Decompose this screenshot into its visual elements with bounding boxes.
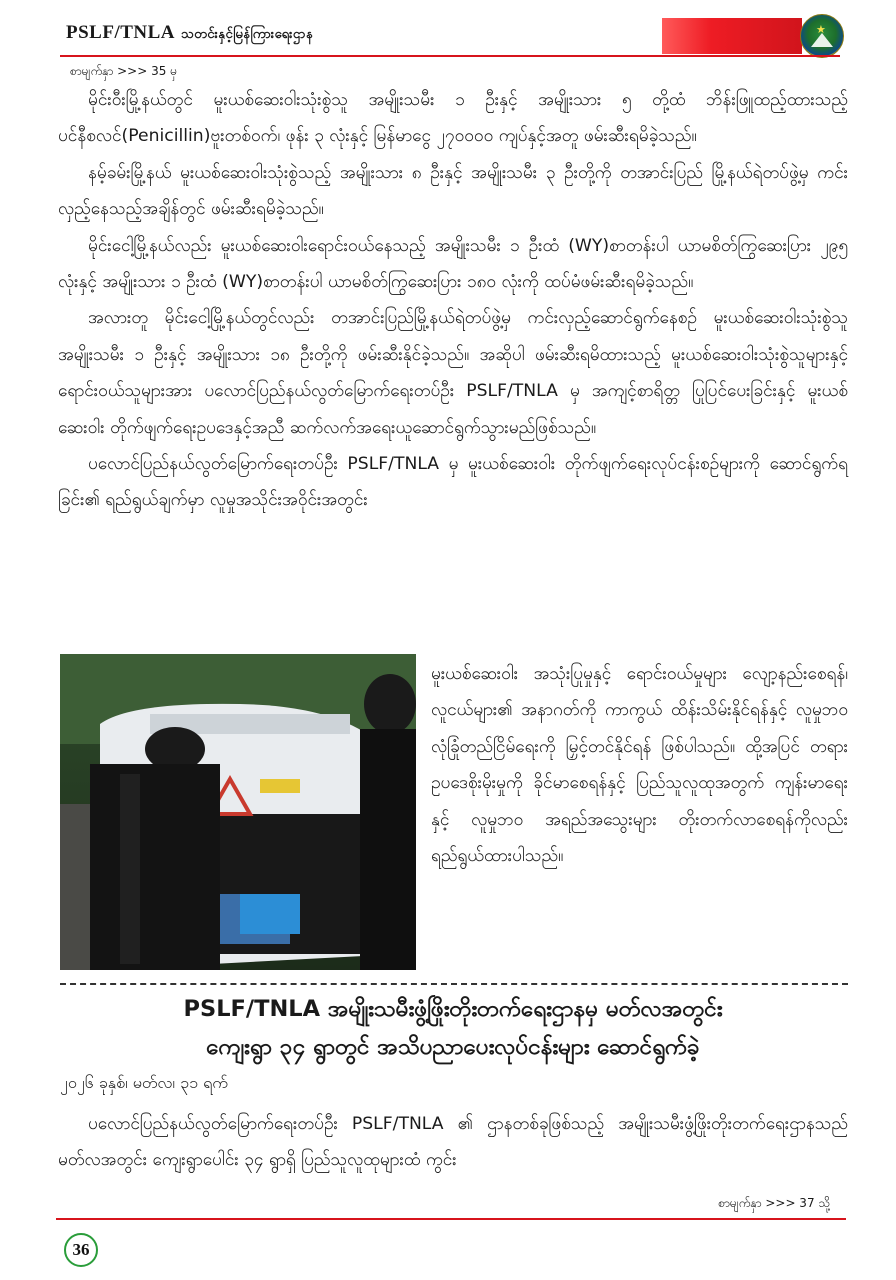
car-trunk-inspection-photo <box>60 654 416 970</box>
header-title <box>66 22 313 45</box>
page-header <box>0 0 896 62</box>
continued-to-note: စာမျက်နှာ >>> 37 သို့ <box>718 1196 830 1210</box>
department-name: သတင်းနှင့်မြန်ကြားရေးဌာန <box>181 27 314 42</box>
paragraph: မိုင်းဝီးမြို့နယ်တွင် မူးယစ်ဆေးဝါးသုံးစွဲသူ အမျိုးသမီး ၁ ဦးနှင့် အမျိုးသား ၅ တို့ထံ ဘိန်းဖြူထည့်ထားသည့် ပင်နီစလင်(Penicillin)ဗူးတစ်ဝက်၊ ဖုန်း ၃ လုံးနှင့် မြန်မာငွေ ၂၇၀၀၀၀ ကျပ်နှင့်အတူ ဖမ်းဆီးရမိခဲ့သည်။ <box>58 90 848 147</box>
publication-name: PSLF/TNLA <box>66 22 176 43</box>
article-body-2: ပလောင်ပြည်နယ်လွတ်မြောက်ရေးတပ်ဦး PSLF/TNLA ၏ ဌာနတစ်ခုဖြစ်သည့် အမျိုးသမီးဖွံ့ဖြိုးတိုးတက်ရေးဌာနသည် မတ်လအတွင်း ကျေးရွာပေါင်း ၃၄ ရွာရှိ ပြည်သူလူထုများထံ ကွင်း <box>58 1114 848 1171</box>
side-paragraph: မူးယစ်ဆေးဝါး အသုံးပြုမှုနှင့် ရောင်းဝယ်မှုများ လျော့နည်းစေရန်၊ လူငယ်များ၏ အနာဂတ်ကို ကာကွယ် ထိန်းသိမ်းနိုင်ရန်နှင့် လူမှုဘဝ လုံခြုံတည်ငြိမ်ရေးကို မြှင့်တင်နိုင်ရန် ဖြစ်ပါသည်။ ထို့အပြင် တရားဥပဒေစိုးမိုးမှုကို ခိုင်မာစေရန်နှင့် ပြည်သူလူထုအတွက် ကျန်းမာရေးနှင့် လူမှုဘဝ အရည်အသွေးများ တိုးတက်လာစေရန်ကိုလည်း ရည်ရွယ်ထားပါသည်။ <box>431 664 848 867</box>
header-divider <box>60 55 840 57</box>
page-number-badge: 36 <box>64 1233 98 1267</box>
section-divider <box>60 983 848 985</box>
mountain-icon <box>811 33 833 47</box>
paragraph: မိုင်းငေါ့မြို့နယ်လည်း မူးယစ်ဆေးဝါးရောင်းဝယ်နေသည့် အမျိုးသမီး ၁ ဦးထံ (WY)စာတန်းပါ ယာမစိတ်ကြွဆေးပြား ၂၉၅ လုံးနှင့် အမျိုးသား ၁ ဦးထံ (WY)စာတန်းပါ ယာမစိတ်ကြွဆေးပြား ၁၈၀ လုံးကို ထပ်မံဖမ်းဆီးရမိခဲ့သည်။ <box>58 235 848 293</box>
paragraph: အလားတူ မိုင်းငေါ့မြို့နယ်တွင်လည်း တအာင်းပြည်မြို့နယ်ရဲတပ်ဖွဲ့မှ ကင်းလှည့်ဆောင်ရွက်နေစဉ် မူးယစ်ဆေးဝါးသုံးစွဲသူ အမျိုးသမီး ၁ ဦးနှင့် အမျိုးသား ၁၈ ဦးတို့ကို ဖမ်းဆီးနိုင်ခဲ့သည်။ အဆိုပါ ဖမ်းဆီးရမိထားသည့် မူးယစ်ဆေးဝါးသုံးစွဲသူများနှင့် ရောင်းဝယ်သူများအား ပလောင်ပြည်နယ်လွတ်မြောက်ရေးတပ်ဦး PSLF/TNLA မှ အကျင့်စာရိတ္တ ပြုပြင်ပေးခြင်းနှင့် မူးယစ်ဆေးဝါး တိုက်ဖျက်ရေးဥပဒေနှင့်အညီ ဆက်လက်အရေးယူဆောင်ရွက်သွားမည်ဖြစ်သည်။ <box>58 308 848 438</box>
article-photo <box>60 654 416 970</box>
star-icon: ★ <box>816 23 826 36</box>
article-body <box>58 82 848 519</box>
continued-from-note: စာမျက်နှာ >>> 35 မှ <box>70 64 178 78</box>
article-dateline: ၂၀၂၆ ခုနှစ်၊ မတ်လ၊ ၃၁ ရက် <box>60 1073 228 1092</box>
headline-line-1: PSLF/TNLA အမျိုးသမီးဖွံ့ဖြိုးတိုးတက်ရေးဌာနမှ မတ်လအတွင်း <box>183 996 723 1022</box>
paragraph: နမ့်ခမ်းမြို့နယ် မူးယစ်ဆေးဝါးသုံးစွဲသည့် အမျိုးသား ၈ ဦးနှင့် အမျိုးသမီး ၃ ဦးတို့ကို တအာင်းပြည် မြို့နယ်ရဲတပ်ဖွဲ့မှ ကင်းလှည့်နေသည့်အချိန်တွင် ဖမ်းဆီးရမိခဲ့သည်။ <box>58 162 848 220</box>
header-red-banner <box>662 18 802 54</box>
paragraph: ပလောင်ပြည်နယ်လွတ်မြောက်ရေးတပ်ဦး PSLF/TNLA မှ မူးယစ်ဆေးဝါး တိုက်ဖျက်ရေးလုပ်ငန်းစဉ်များကို ဆောင်ရွက်ရခြင်း၏ ရည်ရွယ်ချက်မှာ လူမှုအသိုင်းအဝိုင်းအတွင်း <box>58 454 848 511</box>
footer-divider <box>56 1218 846 1220</box>
headline-line-2: ကျေးရွာ ၃၄ ရွာတွင် အသိပညာပေးလုပ်ငန်းများ ဆောင်ရွက်ခဲ့ <box>206 1034 700 1060</box>
article-headline <box>58 990 848 1066</box>
organization-logo <box>800 14 844 58</box>
